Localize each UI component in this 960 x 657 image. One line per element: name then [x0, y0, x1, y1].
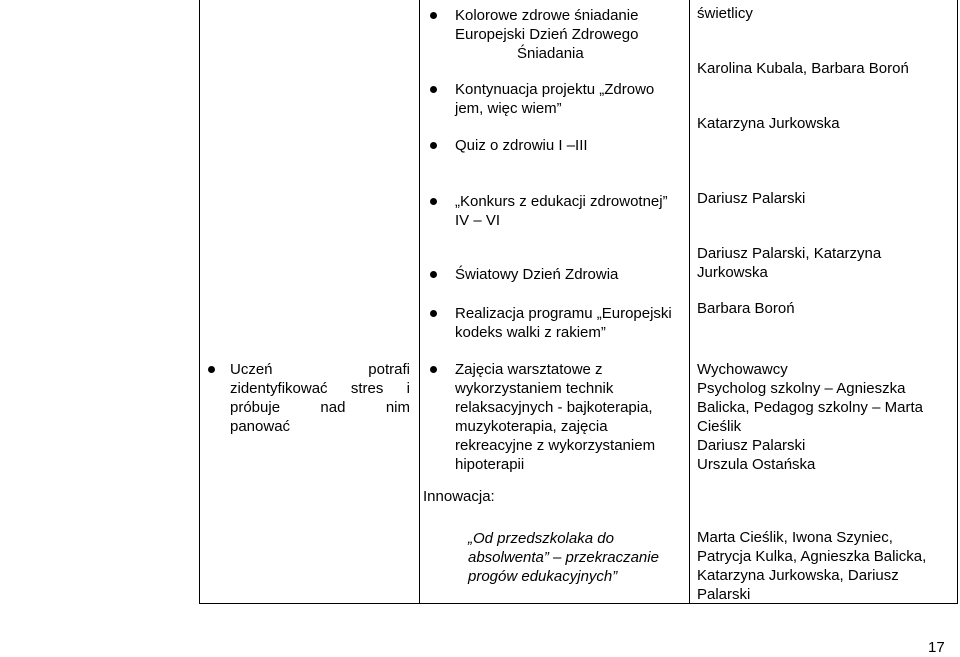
bullet-icon: [430, 271, 437, 278]
bullet-icon: [430, 310, 437, 317]
responsible-entry: Dariusz Palarski: [697, 190, 806, 207]
innovation-label: Innowacja:: [423, 488, 495, 505]
competence-text: Uczeń potrafi zidentyfikować stres i próbuje nad nim panować: [230, 361, 410, 435]
responsible-entry: świetlicy: [697, 5, 753, 22]
table-border-col2: [689, 0, 690, 604]
bullet-icon: [430, 86, 437, 93]
table-border-bottom: [199, 603, 958, 604]
table-border-right: [957, 0, 958, 604]
bullet-icon: [430, 142, 437, 149]
page-number: 17: [928, 639, 945, 656]
bullet-icon: [430, 366, 437, 373]
responsible-entry: Barbara Boroń: [697, 300, 795, 317]
table-border-left: [199, 0, 200, 604]
responsible-entry: Katarzyna Jurkowska: [697, 115, 840, 132]
bullet-icon: [430, 198, 437, 205]
table-border-col1: [419, 0, 420, 604]
responsible-entry: Karolina Kubala, Barbara Boroń: [697, 60, 909, 77]
bullet-icon: [430, 12, 437, 19]
bullet-icon: [208, 366, 215, 373]
